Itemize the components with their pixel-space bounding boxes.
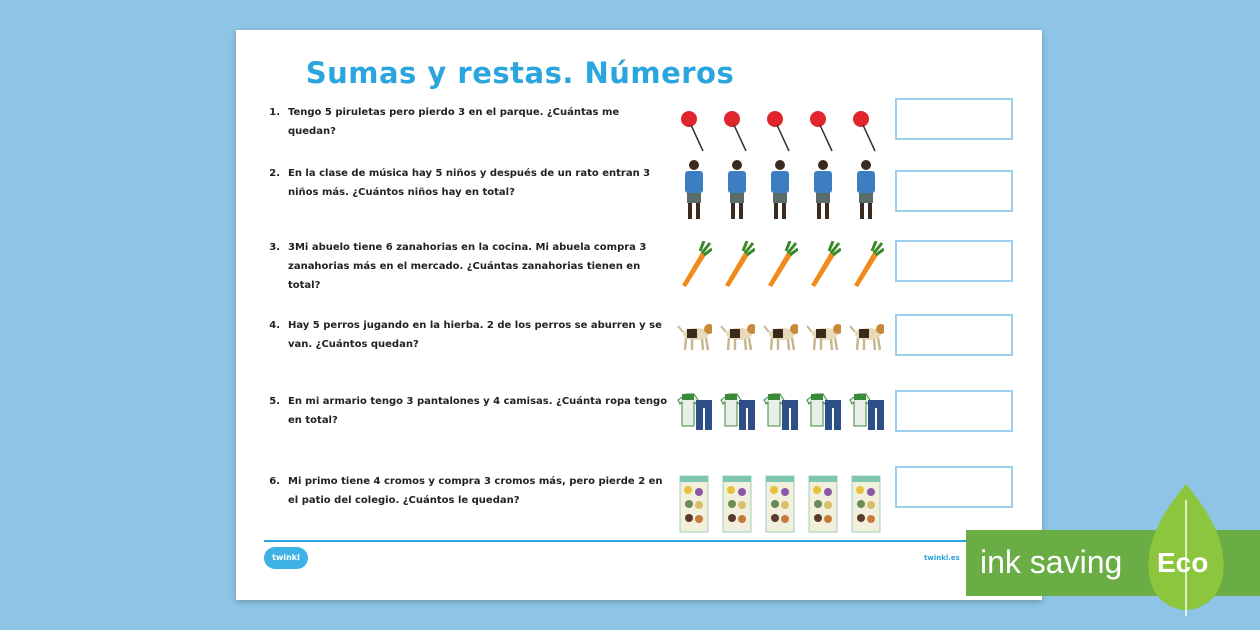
sticker-card-icon [805, 479, 841, 529]
dog-icon [762, 311, 798, 361]
footer-site: twinkl.es [924, 554, 960, 562]
question-number: 3. [269, 242, 280, 253]
boy-icon [805, 165, 841, 215]
icon-row [676, 236, 884, 296]
boy-icon [848, 165, 884, 215]
lollipop-icon [719, 105, 755, 155]
dog-icon [719, 311, 755, 361]
question-text: Tengo 5 piruletas pero pierdo 3 en el parque. ¿Cuántas me quedan? [288, 107, 620, 137]
question-text: 3Mi abuelo tiene 6 zanahorias en la cocina. Mi abuela compra 3 zanahorias más en el mercado. ¿Cuántas zanahorias tienen en total? [288, 242, 647, 291]
question-number: 2. [269, 168, 280, 179]
sticker-card-icon [848, 479, 884, 529]
clothes-icon [762, 387, 798, 437]
footer-divider [264, 540, 1018, 542]
ink-saving-label: ink saving [980, 544, 1123, 580]
dog-icon [805, 311, 841, 361]
icon-row [676, 306, 884, 366]
answer-box-2[interactable] [895, 170, 1013, 212]
lollipop-icon [805, 105, 841, 155]
carrot-icon [719, 241, 755, 291]
boy-icon [676, 165, 712, 215]
question-text: Mi primo tiene 4 cromos y compra 3 cromos más, pero pierde 2 en el patio del colegio. ¿Cuántos le quedan? [288, 476, 663, 506]
question-text: Hay 5 perros jugando en la hierba. 2 de los perros se aburren y se van. ¿Cuántos quedan? [288, 320, 662, 350]
clothes-icon [805, 387, 841, 437]
dog-icon [848, 311, 884, 361]
clothes-icon [848, 387, 884, 437]
question-text: En la clase de música hay 5 niños y después de un rato entran 3 niños más. ¿Cuántos niños hay en total? [288, 168, 651, 198]
boy-icon [762, 165, 798, 215]
sticker-card-icon [676, 479, 712, 529]
twinkl-logo: twinkl [264, 547, 308, 569]
question-number: 1. [269, 107, 280, 118]
carrot-icon [676, 241, 712, 291]
dog-icon [676, 311, 712, 361]
sticker-card-icon [719, 479, 755, 529]
lollipop-icon [676, 105, 712, 155]
answer-box-5[interactable] [895, 390, 1013, 432]
icon-row [676, 382, 884, 442]
carrot-icon [848, 241, 884, 291]
clothes-icon [719, 387, 755, 437]
page-title: Sumas y restas. Números [305, 56, 735, 90]
clothes-icon [676, 387, 712, 437]
question-number: 5. [269, 396, 280, 407]
answer-box-1[interactable] [895, 98, 1013, 140]
icon-row [676, 474, 884, 534]
lollipop-icon [848, 105, 884, 155]
answer-box-4[interactable] [895, 314, 1013, 356]
eco-badge: Eco [1157, 547, 1209, 578]
icon-row [676, 100, 884, 160]
carrot-icon [762, 241, 798, 291]
question-number: 6. [269, 476, 280, 487]
question-number: 4. [269, 320, 280, 331]
lollipop-icon [762, 105, 798, 155]
answer-box-6[interactable] [895, 466, 1013, 508]
answer-box-3[interactable] [895, 240, 1013, 282]
boy-icon [719, 165, 755, 215]
question-text: En mi armario tengo 3 pantalones y 4 camisas. ¿Cuánta ropa tengo en total? [288, 396, 668, 426]
icon-row [676, 160, 884, 220]
sticker-card-icon [762, 479, 798, 529]
carrot-icon [805, 241, 841, 291]
